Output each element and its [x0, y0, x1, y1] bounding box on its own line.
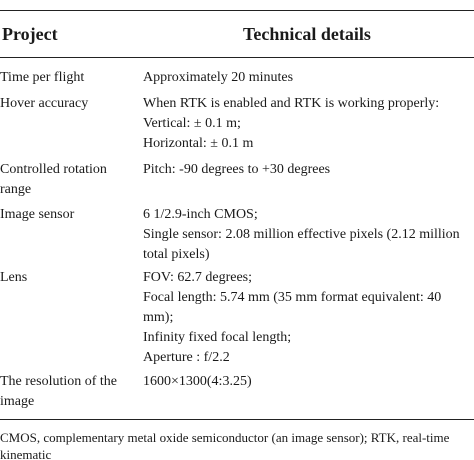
top-rule: [0, 10, 474, 11]
bottom-rule: [0, 419, 474, 420]
row-label: The resolution of the image: [0, 374, 118, 409]
row-detail: Approximately 20 minutes: [143, 70, 294, 85]
row-detail: 1600×1300(4:3.25): [143, 374, 252, 389]
header-rule: [0, 57, 474, 58]
row-detail: Pitch: -90 degrees to +30 degrees: [143, 162, 331, 177]
row-label: Image sensor: [0, 207, 75, 222]
table-footnote: CMOS, complementary metal oxide semiconductor (an image sensor); RTK, real-time kinematic: [0, 430, 450, 460]
row-label: Time per flight: [0, 70, 85, 85]
row-detail: FOV: 62.7 degrees; Focal length: 5.74 mm (35 mm format equivalent: 40 mm); Infinity fixed focal length; Aperture : f/2.2: [143, 270, 442, 365]
row-detail: When RTK is enabled and RTK is working properly: Vertical: ± 0.1 m; Horizontal: ± 0.1 m: [143, 96, 440, 151]
row-detail: 6 1/2.9-inch CMOS; Single sensor: 2.08 million effective pixels (2.12 million total pixels): [143, 207, 460, 262]
row-label: Controlled rotation range: [0, 162, 107, 197]
header-technical-details: Technical details: [243, 24, 371, 44]
row-label: Hover accuracy: [0, 96, 89, 111]
row-label: Lens: [0, 270, 28, 285]
header-project: Project: [2, 24, 58, 44]
